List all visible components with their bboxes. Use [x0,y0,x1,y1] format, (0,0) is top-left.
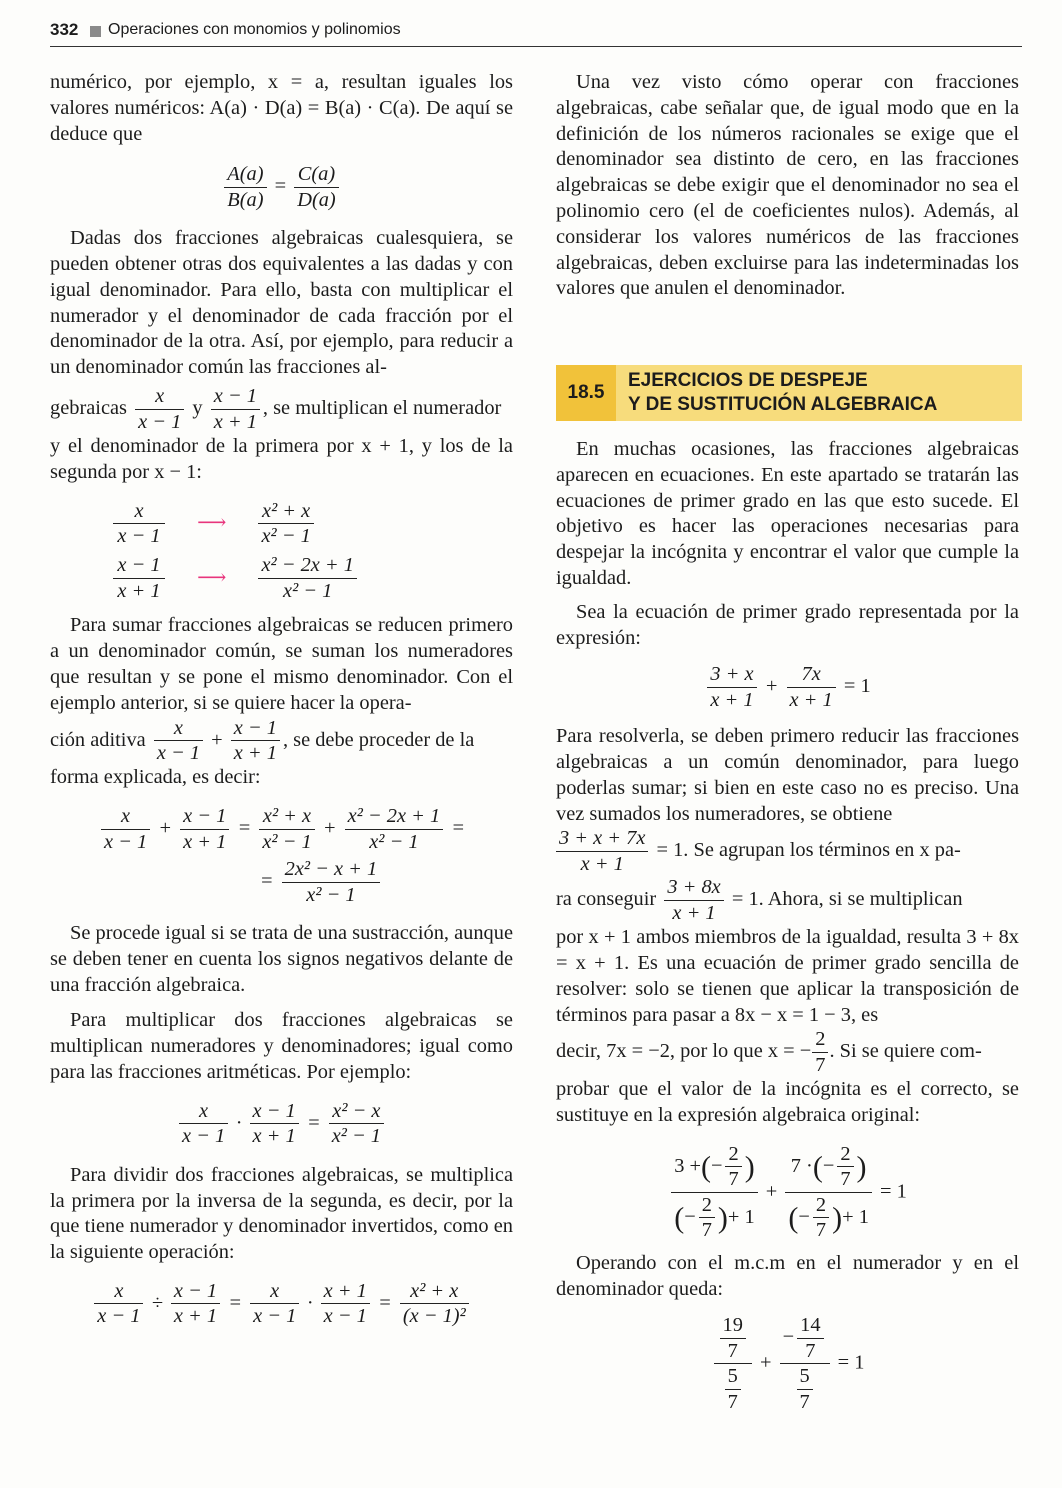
fraction: $\frac{\text{x² + x}}{\text{(x − 1)²}}$ [400,1280,469,1329]
fraction: $\frac{2}{7}$ [699,1194,715,1243]
fraction: $\frac{\text{2x² − x + 1}}{\text{x² − 1}}$ [282,858,381,907]
fraction: $\frac{x}{x - 1}$ [101,805,150,854]
left-column [50,70,513,1343]
fraction: $\frac{x - 1}{x + 1}$ [231,717,280,766]
equation-proportion: $\frac{A(a)}{B(a)}$ = $\frac{C(a)}{D(a)}$ [50,163,513,212]
fraction: $\frac{5}{7}$ [797,1365,813,1414]
header-square-icon [90,26,101,37]
right-column [556,70,1019,302]
fraction: 3 +(− $\frac{2}{7}$ ) (− $\frac{2}{7}$ )+ 1 [671,1143,758,1243]
fraction: $\frac{x - 1}{x + 1}$ [180,805,229,854]
paragraph: Operando con el m.c.m en el numerador y en el denominador queda: [556,1251,1019,1300]
section-title: EJERCICIOS DE DESPEJE Y DE SUSTITUCIÓN ALGEBRAICA [628,370,938,415]
paragraph: Sea la ecuación de primer grado representada por la expresión: [556,600,1019,649]
section-heading [556,365,1022,421]
paragraph: Una vez visto cómo operar con fracciones algebraicas, cabe señalar que, de igual modo que en la definición de los números racionales se exige que el denominador sea distinto de cero, en las fracciones algebraicas se debe exigir que el denominador no sea el polinomio cero (el de coeficientes nulos). Además, al considerar los valores numéricos de las fracciones algebraicas, deben excluirse para las indeterminadas los valores que anulen el denominador. [556,71,1019,300]
running-title: Operaciones con monomios y polinomios [108,21,401,38]
paragraph: por x + 1 ambos miembros de la igualdad, resulta 3 + 8x = x + 1. Es una ecuación de primer grado sencilla de resolver: solo se tienen que aplicar la transposición de términos para pasar a 8x − x = 1 − 3, es [556,926,1019,1026]
fraction: $\frac{x}{x - 1}$ [179,1100,228,1149]
paragraph: numérico, por ejemplo, x = a, resultan iguales los valores numéricos: A(a) · D(a) = B(a) · C(a). De aquí se deduce que [50,71,513,145]
fraction: $\frac{14}{7}$ [797,1314,823,1363]
fraction: $\frac{x - 1}{x + 1}$ [113,554,165,603]
paragraph: Para resolverla, se deben primero reducir las fracciones algebraicas a un común denominador, para luego poderlas sumar; si bien en este caso no es preciso. Una vez sumados los numeradores, se obtiene [556,725,1019,825]
equation-division: $\frac{x}{x - 1}$ ÷ $\frac{x - 1}{x + 1}$ = $\frac{x}{x - 1}$ · $\frac{x + 1}{x - 1}$ = $\frac{\text{x² + x}}{\text{(x − 1)²}}$ [50,1280,513,1329]
paragraph: y el denominador de la primera por x + 1, y los de la segunda por x − 1: [50,434,513,483]
fraction: $\frac{19}{7}$ [720,1314,746,1363]
fraction: $\frac{2}{7}$ [725,1143,741,1192]
fraction: $\frac{x - 1}{x + 1}$ [171,1280,220,1329]
fraction: $\frac{x}{x - 1}$ [250,1280,299,1329]
fraction: $\frac{3 + x + 7x}{x + 1}$ [556,827,648,876]
fraction: $\frac{x}{x - 1}$ [94,1280,143,1329]
paragraph-inline-fractions: ción aditiva $\frac{x}{x - 1}$ + $\frac{x - 1}{x + 1}$ , se debe proceder de la [50,716,475,765]
fraction: $\frac{7x}{x + 1}$ [787,663,836,712]
fraction: − $\frac{14}{7}$ $\frac{5}{7}$ [780,1314,830,1414]
equation-main: $\frac{3 + x}{x + 1}$ + $\frac{7x}{x + 1}$ = 1 [556,663,1019,712]
fraction: $\frac{5}{7}$ [725,1365,741,1414]
fraction: $\frac{2}{7}$ [813,1194,829,1243]
fraction: $\frac{C(a)}{D(a)}$ [294,163,339,212]
paragraph-inline-fractions: ra conseguir $\frac{3 + 8x}{x + 1}$ = 1. Ahora, si se multiplican [556,876,963,924]
paragraph: Se procede igual si se trata de una sustracción, aunque se deben tener en cuenta los signos negativos delante de una fracción algebraica. [50,922,513,996]
fraction [714,1314,752,1414]
equation-sum: $\frac{x}{x - 1}$ + $\frac{x - 1}{x + 1}$ = $\frac{\text{x² + x}}{\text{x² − 1}}$ + $\frac{\text{x² − 2x + 1}}{\text{x² − 1}}$ = [50,805,513,854]
fraction: $\frac{x}{x - 1}$ [154,717,203,766]
paragraph: Para dividir dos fracciones algebraicas, se multiplica la primera por la inversa de la segunda, es decir, por la que tiene numerador y denominador invertidos, como en la siguiente operación: [50,1163,513,1264]
fraction: $\frac{3 + x}{x + 1}$ [707,663,756,712]
section-number: 18.5 [556,365,616,421]
paragraph: Para multiplicar dos fracciones algebraicas se multiplican numeradores y denominadores; igual como para las fracciones aritméticas. Por ejemplo: [50,1009,513,1084]
paragraph: Para sumar fracciones algebraicas se reducen primero a un denominador común, se suman los numeradores que resultan y se pone el mismo denominador. Con el ejemplo anterior, si se quiere hacer la opera- [50,614,513,714]
fraction: $\frac{\text{x² − 2x + 1}}{\text{x² − 1}}$ [258,554,357,603]
fraction: $\frac{x}{x - 1}$ [113,500,165,549]
fraction: $\frac{x + 1}{x - 1}$ [321,1280,370,1329]
arrow-icon: ⟶ [197,511,227,534]
page-header [50,18,1022,47]
page-number: 332 [50,20,79,39]
fraction: $\frac{x - 1}{x + 1}$ [250,1100,299,1149]
fraction: $\frac{\text{x² + x}}{\text{x² − 1}}$ [259,805,314,854]
fraction: 7 ·(− $\frac{2}{7}$ ) (− $\frac{2}{7}$ )+ 1 [785,1143,872,1243]
fraction: $\frac{\text{x² − 2x + 1}}{\text{x² − 1}}$ [345,805,444,854]
fraction: $\frac{2}{7}$ [837,1143,853,1192]
fraction: $\frac{A(a)}{B(a)}$ [224,163,266,212]
equivalence-table [110,500,513,604]
right-column-section [556,437,1019,1426]
equation-substitution: 3 +(− $\frac{2}{7}$ ) (− $\frac{2}{7}$ )+ 1 + 7 ·(− $\frac{2}{7}$ ) (− $\frac{2}{7}$ )+ 1 = 1 [556,1143,1019,1243]
fraction: $\frac{x}{x - 1}$ [135,385,184,434]
fraction: $\frac{\text{x² + x}}{\text{x² − 1}}$ [258,500,313,549]
arrow-icon: ⟶ [197,566,227,589]
fraction: $\frac{\text{x² − x}}{\text{x² − 1}}$ [329,1100,384,1149]
paragraph: Dadas dos fracciones algebraicas cualesquiera, se pueden obtener otras dos equivalentes a las dadas y con igual denominador. Para ello, basta con multiplicar el numerador y el denominador de cada fracción por el denominador de la otra. Así, por ejemplo, para reducir a un denominador común las fracciones al- [50,227,513,379]
paragraph-inline-fractions: decir, 7x = −2, por lo que x = − $\frac{2}{7}$ . Si se quiere com- [556,1028,982,1076]
fraction: $\frac{2}{7}$ [812,1028,828,1077]
equation-product: $\frac{x}{x - 1}$ · $\frac{x - 1}{x + 1}$ = $\frac{\text{x² − x}}{\text{x² − 1}}$ [50,1100,513,1149]
paragraph: forma explicada, es decir: [50,766,261,789]
paragraph-inline-fractions: $\frac{3 + x + 7x}{x + 1}$ = 1. Se agrupan los términos en x pa- [556,827,1019,876]
fraction: $\frac{x - 1}{x + 1}$ [211,385,260,434]
fraction: $\frac{3 + 8x}{x + 1}$ [664,876,723,925]
equation-final: $\frac{\frac{19}{7}}{\frac{5}{7}}$ + − $\frac{14}{7}$ $\frac{5}{7}$ = 1 [556,1314,1019,1414]
paragraph: En muchas ocasiones, las fracciones algebraicas aparecen en ecuaciones. En este apartado se tratarán las ecuaciones de primer grado en las que esto sucede. El objetivo es hacer las operaciones necesarias para despejar la incógnita y encontrar el valor que cumple la igualdad. [556,438,1019,589]
equation-sum-result: = $\frac{\text{2x² − x + 1}}{\text{x² − 1}}$ [50,858,513,907]
paragraph-inline-fractions: gebraicas $\frac{x}{x - 1}$ y $\frac{x - 1}{x + 1}$ , se multiplican el numerador [50,385,502,433]
paragraph: probar que el valor de la incógnita es el correcto, se sustituye en la expresión algebraica original: [556,1078,1019,1127]
